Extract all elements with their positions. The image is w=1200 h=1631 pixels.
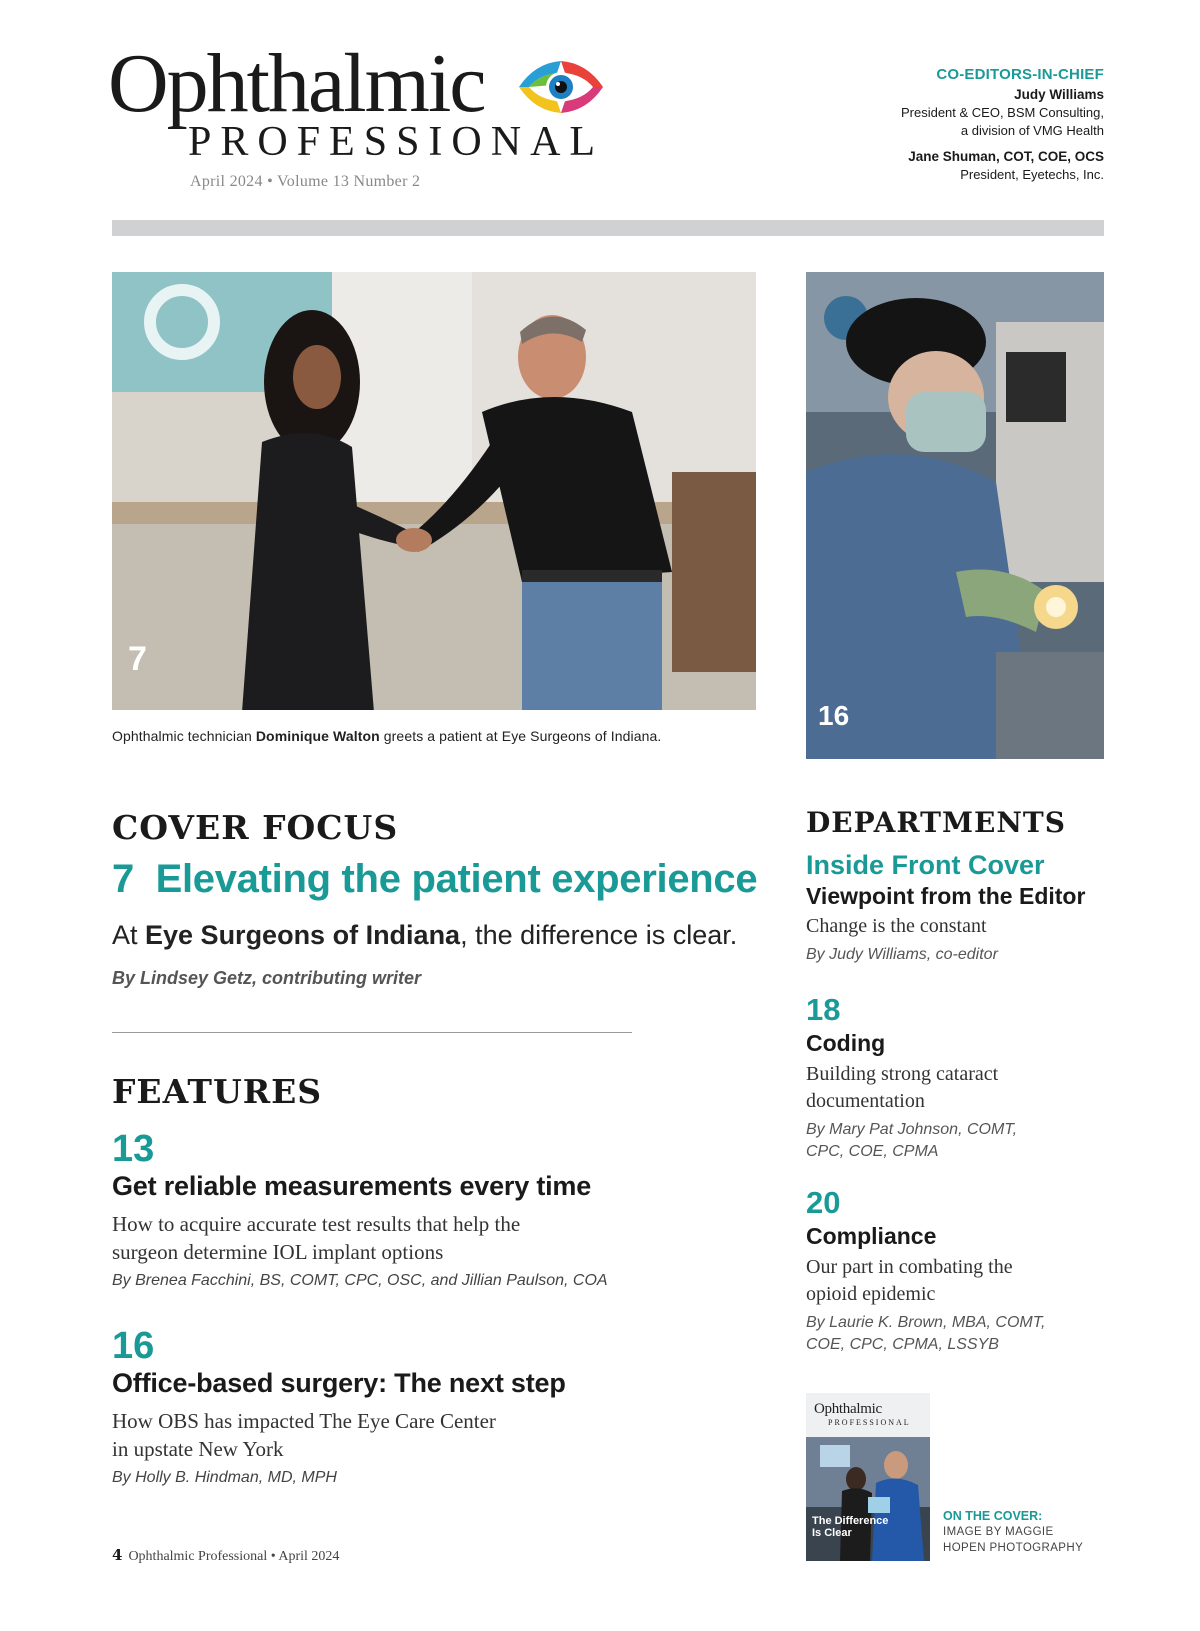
- cover-focus-page: 7: [112, 857, 134, 901]
- feature-headline: Office-based surgery: The next step: [112, 1368, 566, 1398]
- feature-headline: Get reliable measurements every time: [112, 1171, 592, 1201]
- editor2-title: President, Eyetechs, Inc.: [960, 167, 1104, 182]
- cover-credit: [943, 1508, 1083, 1556]
- features-heading: FEATURES: [112, 1072, 323, 1111]
- department-page-number: 18: [806, 992, 841, 1027]
- photo1-page-number: 7: [128, 640, 147, 678]
- editors-block: [901, 66, 1104, 184]
- editors-header: CO-EDITORS-IN-CHIEF: [936, 66, 1104, 83]
- footer-text: Ophthalmic Professional • April 2024: [128, 1549, 340, 1564]
- department-item-editor[interactable]: [806, 850, 1106, 966]
- cover-credit-line2: HOPEN PHOTOGRAPHY: [943, 1542, 1084, 1554]
- photo2-page-number: 16: [818, 700, 850, 731]
- department-byline-line2: COE, CPC, CPMA, LSSYB: [806, 1336, 999, 1353]
- cover-story-photo[interactable]: [112, 272, 756, 710]
- cover-credit-line1: IMAGE BY MAGGIE: [943, 1526, 1054, 1538]
- department-page-number: 20: [806, 1185, 841, 1220]
- feature-page-number: 13: [112, 1128, 155, 1170]
- handshake-photo-illustration: [112, 272, 756, 710]
- header-rule: [112, 220, 1104, 236]
- department-byline-line2: CPC, COE, CPMA: [806, 1143, 939, 1160]
- department-byline: By Judy Williams, co-editor: [806, 946, 998, 963]
- photo1-caption: Ophthalmic technician Dominique Walton greets a patient at Eye Surgeons of Indiana.: [112, 728, 662, 744]
- department-dek-line2: opioid epidemic: [806, 1283, 936, 1305]
- department-byline-line1: By Laurie K. Brown, MBA, COMT,: [806, 1314, 1046, 1331]
- department-headline: Viewpoint from the Editor: [806, 883, 1086, 909]
- surgeon-photo-illustration: [806, 272, 1104, 759]
- cover-focus-headline: Elevating the patient experience: [155, 857, 758, 901]
- department-item-coding[interactable]: [806, 992, 1106, 1163]
- department-dek-line1: Our part in combating the: [806, 1256, 1013, 1278]
- feature-item-2[interactable]: [112, 1325, 752, 1487]
- on-cover-label: ON THE COVER:: [943, 1509, 1043, 1523]
- feature-dek-line2: in upstate New York: [112, 1437, 284, 1461]
- editor1-title-line2: a division of VMG Health: [960, 123, 1104, 138]
- department-headline: Compliance: [806, 1223, 937, 1249]
- logo-wordmark: Ophthalmic: [108, 37, 485, 130]
- department-dek-line1: Change is the constant: [806, 915, 987, 937]
- cover-focus-heading: COVER FOCUS: [112, 808, 399, 847]
- caption-name: Dominique Walton: [255, 728, 380, 744]
- section-divider: [112, 1032, 632, 1033]
- issue-line: April 2024 • Volume 13 Number 2: [190, 173, 421, 190]
- logo-subtitle: PROFESSIONAL: [188, 119, 605, 165]
- footer-page-number: 4: [112, 1546, 123, 1564]
- magazine-cover-thumbnail[interactable]: [806, 1393, 930, 1561]
- cover-focus-dek: At Eye Surgeons of Indiana, the difference is clear.: [112, 920, 738, 950]
- thumb-headline-line2: Is Clear: [812, 1527, 852, 1539]
- feature-item-1[interactable]: [112, 1128, 752, 1290]
- page-footer: [112, 1546, 339, 1565]
- cover-focus-link[interactable]: [112, 857, 757, 902]
- feature-byline: By Holly B. Hindman, MD, MPH: [112, 1469, 337, 1486]
- department-headline: Coding: [806, 1030, 886, 1056]
- thumb-logo: Ophthalmic: [814, 1401, 882, 1417]
- feature-dek-line2: surgeon determine IOL implant options: [112, 1240, 444, 1264]
- feature-dek-line1: How OBS has impacted The Eye Care Center: [112, 1409, 496, 1433]
- thumb-headline-line1: The Difference: [812, 1515, 889, 1527]
- department-dek-line1: Building strong cataract: [806, 1063, 999, 1085]
- department-item-compliance[interactable]: [806, 1185, 1106, 1356]
- feature-page-number: 16: [112, 1325, 155, 1367]
- feature-dek-line1: How to acquire accurate test results that help the: [112, 1212, 521, 1236]
- cover-focus-byline: By Lindsey Getz, contributing writer: [112, 968, 422, 988]
- eye-logo-icon: [513, 55, 609, 119]
- department-dek-line2: documentation: [806, 1090, 925, 1112]
- feature-byline: By Brenea Facchini, BS, COMT, CPC, OSC, and Jillian Paulson, COA: [112, 1272, 608, 1289]
- thumb-logo-sub: PROFESSIONAL: [828, 1418, 911, 1427]
- department-byline-line1: By Mary Pat Johnson, COMT,: [806, 1121, 1018, 1138]
- editor2-name: Jane Shuman, COT, COE, OCS: [908, 149, 1104, 164]
- editor1-name: Judy Williams: [1014, 87, 1104, 102]
- department-label: Inside Front Cover: [806, 850, 1045, 880]
- departments-heading: DEPARTMENTS: [806, 806, 1066, 839]
- surgery-photo[interactable]: [806, 272, 1104, 759]
- editor1-title-line1: President & CEO, BSM Consulting,: [900, 105, 1104, 120]
